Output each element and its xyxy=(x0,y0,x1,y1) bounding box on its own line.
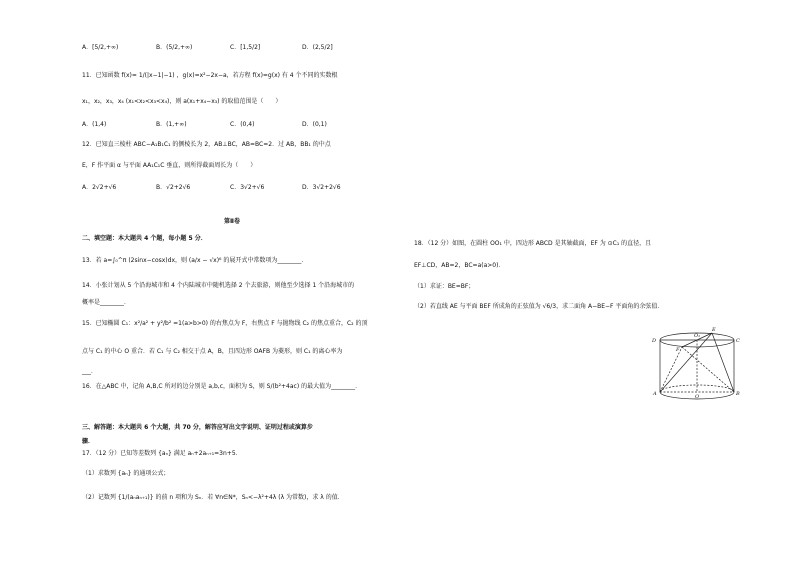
label-b: B xyxy=(736,391,740,397)
q11-line1: 11．已知函数 f(x)= 1/(|x−1|−1) ，g(x)=x²−2x−a，若方程 f(x)=g(x) 有 4 个不同的实数根 xyxy=(82,72,338,79)
q12-option-a: A．2√2+√6 xyxy=(82,184,117,191)
q13: 13．若 a=∫₀^π (2sinx−cosx)dx，则 (a/x − √x)⁶ 的展开式中常数项为________． xyxy=(82,257,308,264)
q18-line2: EF⊥CD，AB=2，BC=a(a>0)． xyxy=(414,262,505,269)
answer-header-line2: 骤． xyxy=(82,438,95,445)
q15-line2: 点与 C₁ 的中心 O 重合．若 C₁ 与 C₂ 相交于点 A，B，且四边形 OAFB 为菱形，则 C₁ 的离心率为 xyxy=(82,348,343,355)
cylinder-figure xyxy=(650,324,750,400)
option-b: B．(5/2,+∞) xyxy=(156,44,193,51)
q18-line4: （2）若直线 AE 与平面 BEF 所成角的正弦值为 √6/3，求二面角 A−BE−F 平面角的余弦值． xyxy=(414,303,664,310)
option-d: D．(2,5/2] xyxy=(302,44,333,51)
q11-option-c: C．(0,4) xyxy=(230,121,255,128)
fill-in-header: 二、填空题：本大题共 4 个题，每小题 5 分． xyxy=(82,235,207,242)
q18-line1: 18．（12 分）如图，在圆柱 OO₁ 中，四边形 ABCD 是其轴截面，EF 为 ⊙C₁ 的直径，且 xyxy=(414,240,652,247)
label-c: C xyxy=(736,338,740,344)
q12-option-d: D．3√2+2√6 xyxy=(302,184,341,191)
q15-line3: ___． xyxy=(82,368,98,375)
q14-line2: 概率是________． xyxy=(82,299,131,306)
q17-line2: （1）求数列 {aₙ} 的通项公式； xyxy=(82,470,170,477)
q11-option-a: A．(1,4) xyxy=(82,121,107,128)
q15-line1: 15．已知椭圆 C₁：x²/a² + y²/b² =1(a>b>0) 的右焦点为 F，右焦点 F 与抛物线 C₂ 的焦点重合，C₂ 的顶 xyxy=(82,320,368,327)
q16: 16．在△ABC 中，记角 A,B,C 所对的边分别是 a,b,c，面积为 S，则 S/(b²+4ac) 的最大值为________． xyxy=(82,383,362,390)
label-e: E xyxy=(712,327,716,333)
q12-option-b: B．√2+2√6 xyxy=(156,184,191,191)
label-o1: O₁ xyxy=(694,333,701,339)
option-c: C．[1,5/2] xyxy=(230,44,261,51)
q11-option-b: B．(1,+∞) xyxy=(156,121,187,128)
q12-line2: E，F 作平面 α 与平面 AA₁C₁C 垂直，则所得截面周长为（ ） xyxy=(82,162,257,169)
label-o: O xyxy=(695,394,700,400)
q14-line1: 14．小张计划从 5 个沿海城市和 4 个内陆城市中随机选择 2 个去旅游，则他至少选择 1 个沿海城市的 xyxy=(82,282,355,289)
label-d: D xyxy=(652,338,657,344)
q18-line3: （1）求证：BE=BF； xyxy=(414,283,475,290)
answer-header-line1: 三、解答题：本大题共 6 个大题，共 70 分，解答应写出文字说明、证明过程或演算步 xyxy=(82,424,313,431)
label-f: F xyxy=(676,347,680,353)
section-title: 第Ⅱ卷 xyxy=(224,218,240,225)
option-a: A．[5/2,+∞) xyxy=(82,44,119,51)
q11-option-d: D．(0,1) xyxy=(302,121,327,128)
q11-line2: x₁，x₂，x₃，x₄ (x₁<x₂<x₃<x₄)，则 a(x₁+x₄−x₃) 的取值范围是（ ） xyxy=(82,98,282,105)
q17-line1: 17．（12 分）已知等差数列 {aₙ} 满足 aₙ+2aₙ₊₁=3n+5． xyxy=(82,450,242,457)
label-a: A xyxy=(653,391,657,397)
q12-line1: 12．已知直三棱柱 ABC−A₁B₁C₁ 的侧棱长为 2，AB⊥BC，AB=BC=2．过 AB，BB₁ 的中点 xyxy=(82,141,331,148)
q12-option-c: C．3√2+√6 xyxy=(230,184,265,191)
q17-line3: （2）记数列 {1/(aₙaₙ₊₁)} 的前 n 项和为 Sₙ．若 ∀n∈N*，Sₙ<−λ²+4λ (λ 为常数)，求 λ 的值． xyxy=(82,494,344,501)
